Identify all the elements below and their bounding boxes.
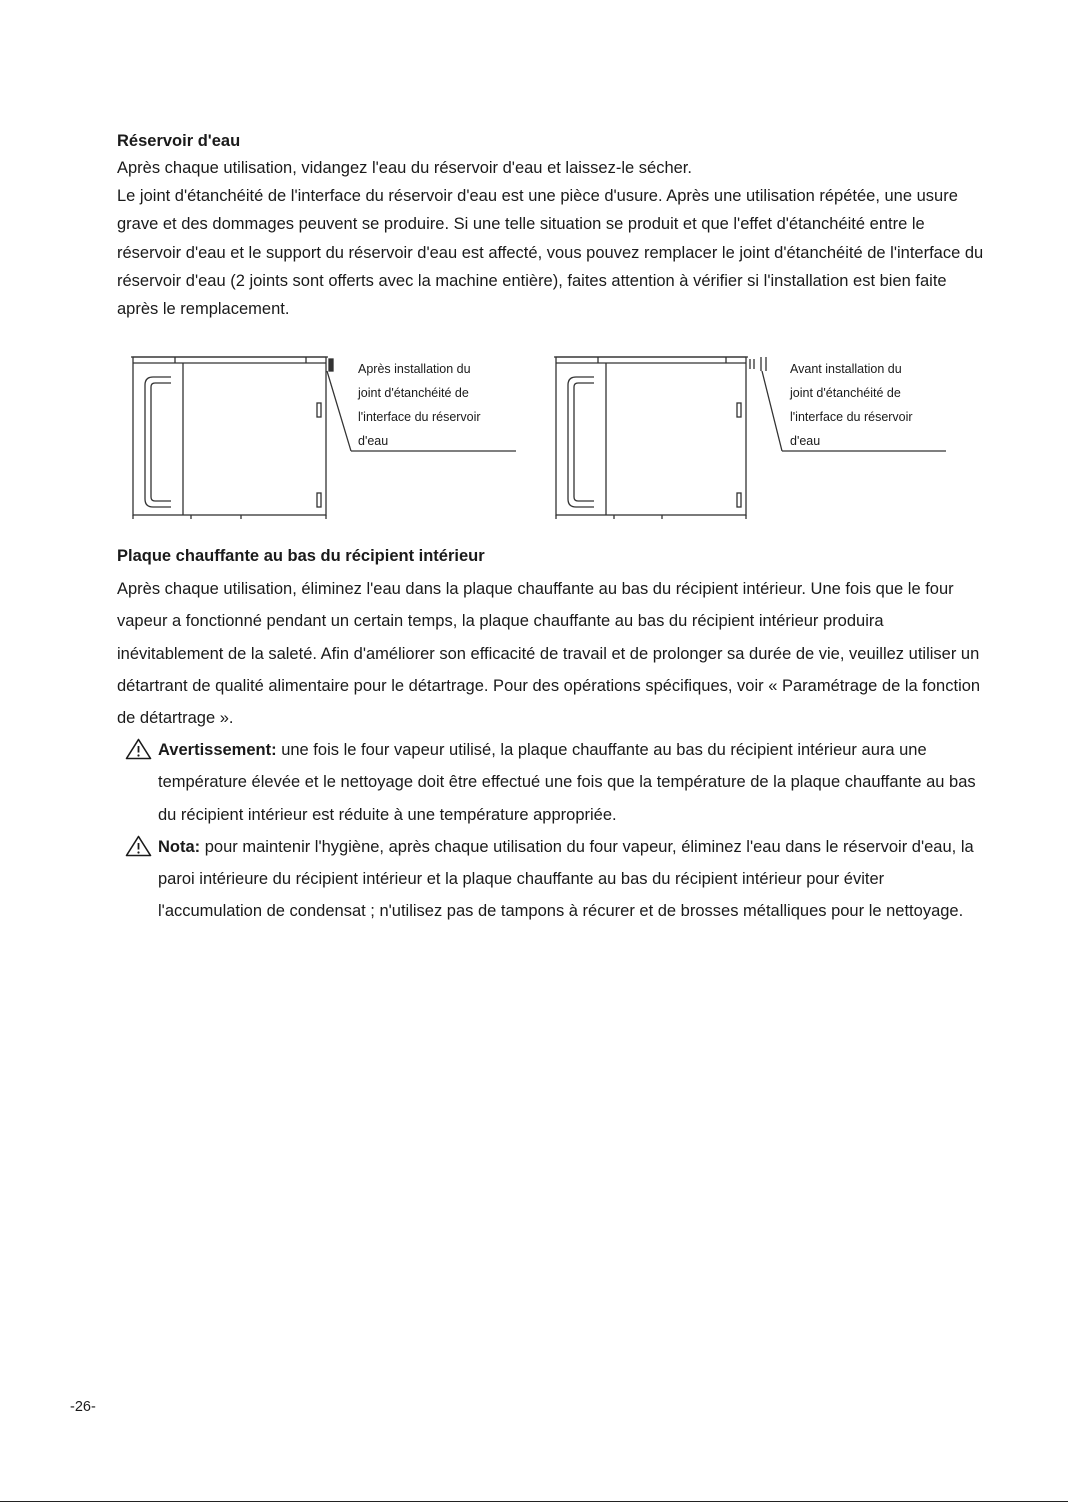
label-line: d'eau	[790, 434, 821, 449]
section-title-water-tank: Réservoir d'eau	[117, 132, 241, 150]
label-line: d'eau	[358, 434, 389, 449]
warning-label: Avertissement:	[158, 741, 277, 760]
warning-triangle-icon	[125, 835, 152, 857]
label-line: l'interface du réservoir	[358, 410, 481, 425]
section-title-heating-plate: Plaque chauffante au bas du récipient intérieur	[117, 547, 485, 566]
section-heating-plate	[117, 543, 987, 927]
heating-plate-paragraph: Après chaque utilisation, éliminez l'eau dans la plaque chauffante au bas du récipient intérieur. Une fois que le four vapeur a fonctionné pendant un certain temps, la plaque chauffante au bas du récipient intérieur produira inévitablement de la saleté. Afin d'améliorer son efficacité de travail et de prolonger sa durée de vie, veuillez utiliser un détartrant de qualité alimentaire pour le détartrage. Pour des opérations spécifiques, voir « Paramétrage de la fonction de détartrage ».	[117, 580, 981, 728]
nota-label: Nota:	[158, 837, 201, 856]
label-line: joint d'étanchéité de	[358, 386, 469, 401]
page-number: -26-	[70, 1399, 96, 1415]
seal-installation-figures	[117, 351, 987, 529]
water-tank-paragraph-1: Après chaque utilisation, vidangez l'eau du réservoir d'eau et laissez-le sécher.	[117, 159, 692, 177]
water-tank-paragraph-2: Le joint d'étanchéité de l'interface du réservoir d'eau est une pièce d'usure. Après une utilisation répétée, une usure grave et des dommages peuvent se produire. Si une telle situation se produit et que l'effet d'étanchéité entre le réservoir d'eau et le support du réservoir d'eau est affecté, vous pouvez remplacer le joint d'étanchéité de l'interface du réservoir d'eau (2 joints sont offerts avec la machine entière), faites attention à vérifier si l'installation est bien faite après le remplacement.	[117, 187, 984, 319]
nota-note	[117, 831, 987, 928]
bottom-divider	[0, 1501, 1068, 1502]
warning-triangle-icon	[125, 738, 152, 760]
label-line: Après installation du	[358, 362, 471, 377]
nota-text: pour maintenir l'hygiène, après chaque utilisation du four vapeur, éliminez l'eau dans le réservoir d'eau, la paroi intérieure du récipient intérieur et la plaque chauffante au bas du récipient intérieur pour éviter l'accumulation de condensat ; n'utilisez pas de tampons à récurer et de brosses métalliques pour le nettoyage.	[158, 837, 974, 921]
page-content	[117, 128, 987, 927]
label-line: joint d'étanchéité de	[790, 386, 901, 401]
warning-note	[117, 734, 987, 831]
label-line: l'interface du réservoir	[790, 410, 913, 425]
label-line: Avant installation du	[790, 362, 902, 377]
figure-label-after-installation	[358, 357, 481, 453]
warning-text: une fois le four vapeur utilisé, la plaque chauffante au bas du récipient intérieur aura une température élevée et le nettoyage doit être effectué une fois que la température de la plaque chauffante au bas du récipient intérieur est réduite à une température appropriée.	[158, 741, 976, 824]
figure-label-before-installation	[790, 357, 913, 453]
section-water-tank	[117, 128, 987, 323]
